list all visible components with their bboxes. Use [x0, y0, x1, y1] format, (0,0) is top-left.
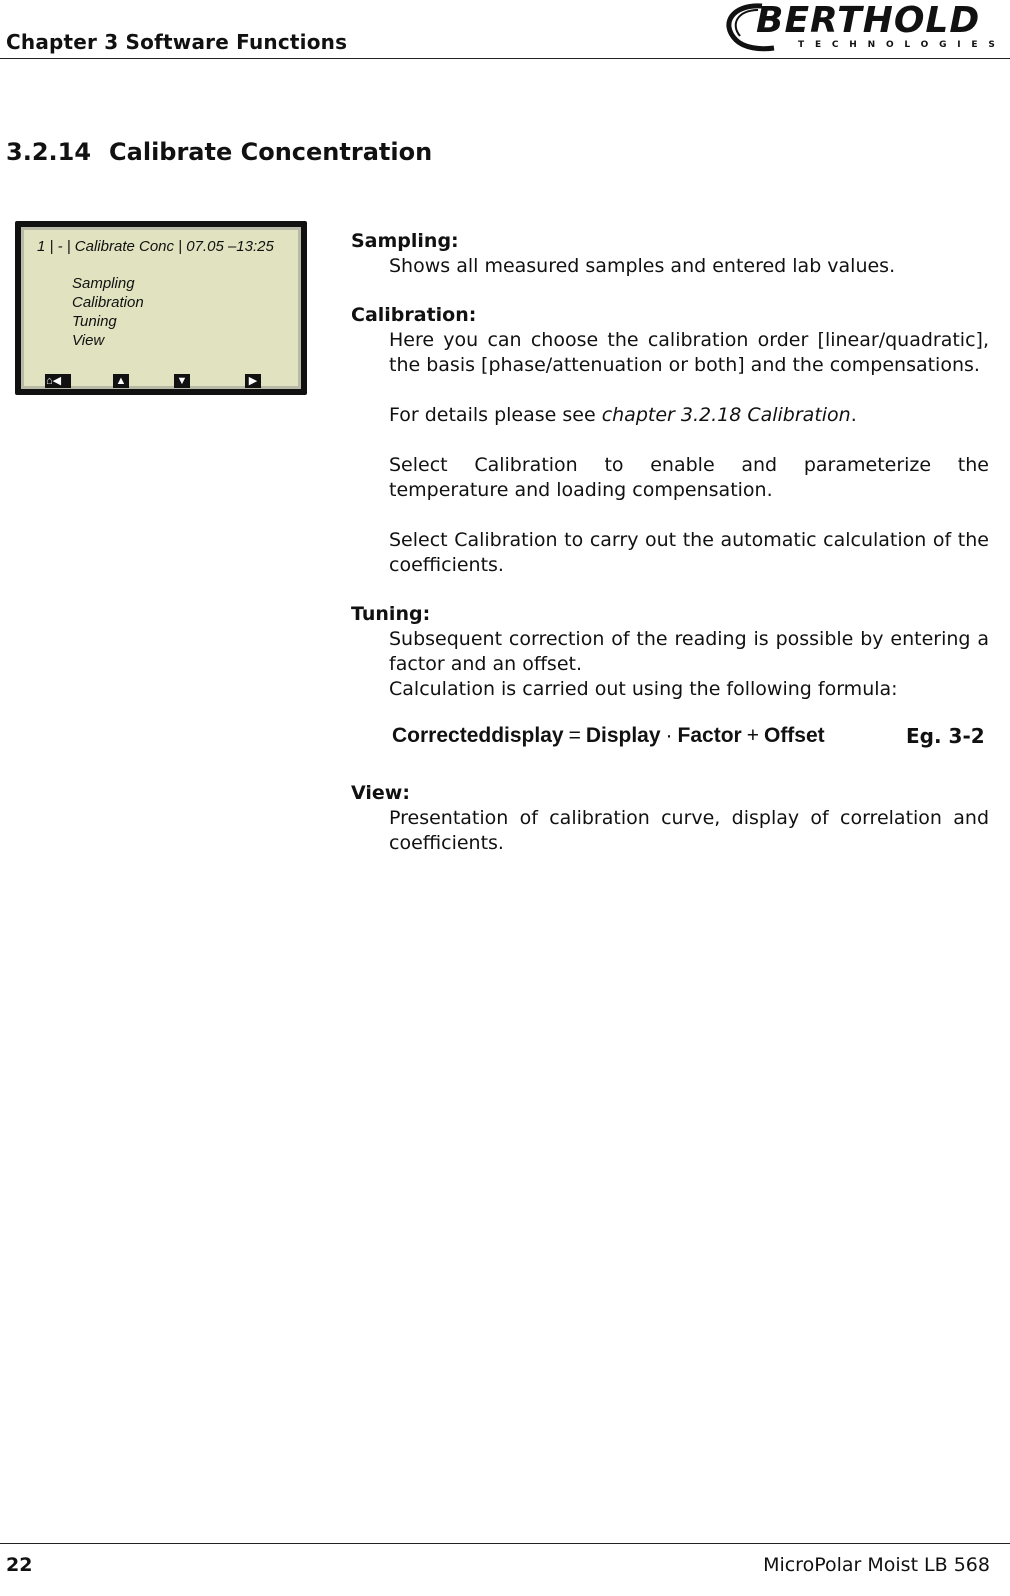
footer-divider	[0, 1543, 1010, 1544]
tuning-text: Subsequent correction of the reading is possible by entering a factor and an offset.	[389, 628, 989, 675]
correction-formula	[392, 724, 825, 748]
formula-lhs: Correcteddisplay	[392, 724, 564, 747]
formula-dot: ·	[665, 724, 673, 747]
formula-factor: Factor	[677, 724, 742, 747]
formula-display: Display	[585, 724, 661, 747]
page-number: 22	[6, 1554, 33, 1576]
lcd-status-line: 1 | - | Calibrate Conc | 07.05 –13:25	[37, 238, 274, 255]
term-calibration: Calibration:	[351, 304, 477, 326]
right-key-icon[interactable]: ▶	[245, 374, 261, 388]
document-name: MicroPolar Moist LB 568	[763, 1554, 990, 1576]
sampling-text: Shows all measured samples and entered lab values.	[389, 255, 896, 277]
section-heading	[6, 138, 432, 166]
section-number: 3.2.14	[6, 138, 92, 166]
calibration-details	[389, 403, 989, 428]
lcd-menu-item-tuning[interactable]: Tuning	[72, 313, 117, 330]
details-suffix: .	[850, 404, 857, 426]
tuning-formula-intro: Calculation is carried out using the following formula:	[389, 678, 898, 700]
section-title: Calibrate Concentration	[109, 138, 433, 166]
term-view: View:	[351, 782, 410, 804]
berthold-logo	[722, 2, 1008, 56]
chapter-title: Chapter 3 Software Functions	[6, 30, 348, 54]
calibration-para3: Select Calibration to carry out the automatic calculation of the coefficients.	[389, 529, 989, 576]
equation-label: Eg. 3-2	[906, 724, 985, 748]
lcd-display	[15, 221, 307, 395]
lcd-menu-item-sampling[interactable]: Sampling	[72, 275, 135, 292]
page-header	[0, 0, 1010, 59]
formula-equals: =	[568, 724, 581, 747]
home-left-key-icon[interactable]: ⌂◀	[45, 374, 71, 388]
up-key-icon[interactable]: ▲	[113, 374, 129, 388]
calibration-para2: Select Calibration to enable and parameterize the temperature and loading compensation.	[389, 454, 989, 501]
formula-offset: Offset	[763, 724, 825, 747]
logo-tagline: TECHNOLOGIES	[798, 40, 1006, 50]
term-tuning: Tuning:	[351, 603, 431, 625]
calibration-text: Here you can choose the calibration order [linear/quadratic], the basis [phase/attenuation or both] and the compensations.	[389, 329, 989, 376]
lcd-screen	[24, 230, 298, 386]
view-text: Presentation of calibration curve, display of correlation and coefficients.	[389, 807, 989, 854]
formula-plus: +	[746, 724, 759, 747]
lcd-menu-item-calibration[interactable]: Calibration	[72, 294, 144, 311]
logo-wordmark: BERTHOLD	[756, 0, 981, 41]
term-sampling: Sampling:	[351, 230, 459, 252]
details-prefix: For details please see	[389, 404, 602, 426]
down-key-icon[interactable]: ▼	[174, 374, 190, 388]
chapter-reference-link[interactable]: chapter 3.2.18 Calibration	[601, 404, 851, 426]
lcd-menu-item-view[interactable]: View	[72, 332, 105, 349]
